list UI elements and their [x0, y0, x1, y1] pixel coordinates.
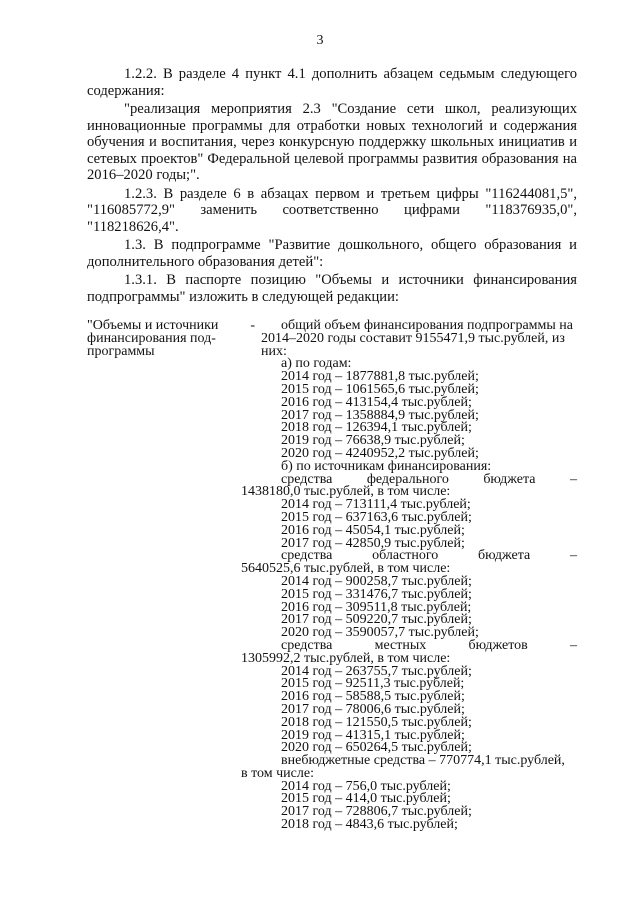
financing-value-cell: [241, 318, 577, 833]
year-line: 2016 год – 309511,8 тыс.рублей;: [281, 599, 472, 615]
year-line: 2017 год – 1358884,9 тыс.рублей;: [281, 407, 479, 423]
paragraph-1-3: 1.3. В подпрограмме "Развитие дошкольного, общего образования и дополнительного образования детей":: [87, 237, 577, 270]
federal-word: федерального: [366, 471, 449, 487]
by-years-list: [261, 371, 577, 461]
paragraph-1-2-2: 1.2.2. В разделе 4 пункт 4.1 дополнить абзацем седьмым следующего содержания:: [87, 66, 577, 99]
year-line: 2018 год – 121550,5 тыс.рублей;: [281, 714, 472, 730]
regional-years-list: [261, 573, 577, 641]
year-line: 2015 год – 1061565,6 тыс.рублей;: [281, 381, 479, 397]
year-line: 2019 год – 41315,1 тыс.рублей;: [281, 727, 465, 743]
by-sources-title: б) по источникам финансирования:: [281, 458, 492, 474]
year-line: 2018 год – 126394,1 тыс.рублей;: [281, 420, 472, 436]
regional-dash: –: [570, 548, 577, 564]
paragraph-1-2-3: 1.2.3. В разделе 6 в абзацах первом и третьем цифры "116244081,5", "116085772,9" заменить соответственно цифрами "118376935,0", "118218626,4".: [87, 185, 577, 235]
year-line: 2017 год – 509220,7 тыс.рублей;: [281, 612, 472, 628]
federal-total: 1438180,0 тыс.рублей, в том числе:: [241, 484, 451, 500]
year-line: 2017 год – 728806,7 тыс.рублей;: [281, 804, 472, 820]
year-line: 2014 год – 1877881,8 тыс.рублей;: [281, 369, 479, 385]
regional-word: областного: [372, 548, 439, 564]
year-line: 2015 год – 414,0 тыс.рублей;: [281, 791, 451, 807]
label-line-1: "Объемы и источники: [87, 318, 219, 333]
local-years-list: [261, 663, 577, 756]
extrabudget-years-list: [261, 778, 577, 833]
year-line: 2020 год – 3590057,7 тыс.рублей;: [281, 625, 479, 641]
local-word: местных: [374, 637, 427, 653]
paragraph-quote: "реализация мероприятия 2.3 "Создание сети школ, реализующих инновационные программы для отработки новых технологий и содержания обучения и воспитания, через конкурсную поддержку школьных инициатив и сетевых проектов" Федеральной целевой программы развития образования на 2016–2020 годы;".: [87, 101, 577, 183]
label-dash: -: [250, 318, 255, 333]
financing-label-cell: [87, 320, 255, 358]
local-total: 1305992,2 тыс.рублей, в том числе:: [241, 650, 451, 666]
year-line: 2015 год – 92511,3 тыс.рублей;: [281, 676, 465, 692]
local-dash: –: [570, 637, 577, 653]
year-line: 2017 год – 42850,9 тыс.рублей;: [281, 535, 465, 551]
local-word: средства: [281, 637, 333, 653]
total-financing-text: общий объем финансирования подпрограммы на 2014–2020 годы составит 9155471,9 тыс.рублей, из них:: [261, 318, 573, 359]
regional-total: 5640525,6 тыс.рублей, в том числе:: [241, 561, 451, 577]
federal-word: средства: [281, 471, 333, 487]
extrabudget-total: внебюджетные средства – 770774,1 тыс.рублей,: [281, 753, 565, 769]
year-line: 2020 год – 650264,5 тыс.рублей;: [281, 740, 472, 756]
year-line: 2016 год – 413154,4 тыс.рублей;: [281, 394, 472, 410]
year-line: 2014 год – 900258,7 тыс.рублей;: [281, 573, 472, 589]
federal-word: бюджета: [483, 471, 536, 487]
by-years-title: а) по годам:: [281, 356, 352, 372]
local-word: бюджетов: [468, 637, 528, 653]
year-line: 2018 год – 4843,6 тыс.рублей;: [281, 817, 458, 833]
page-number: 3: [316, 33, 324, 48]
year-line: 2014 год – 713111,4 тыс.рублей;: [281, 497, 471, 513]
year-line: 2020 год – 4240952,2 тыс.рублей;: [281, 445, 479, 461]
document-body: [87, 66, 577, 307]
paragraph-1-3-1: 1.3.1. В паспорте позицию "Объемы и источники финансирования подпрограммы" изложить в следующей редакции:: [87, 272, 577, 305]
year-line: 2015 год – 637163,6 тыс.рублей;: [281, 509, 472, 525]
year-line: 2016 год – 58588,5 тыс.рублей;: [281, 689, 465, 705]
federal-years-list: [261, 499, 577, 550]
year-line: 2014 год – 263755,7 тыс.рублей;: [281, 663, 472, 679]
year-line: 2016 год – 45054,1 тыс.рублей;: [281, 522, 465, 538]
label-line-2: финансирования под-: [87, 330, 216, 346]
label-line-3: программы: [87, 343, 155, 359]
year-line: 2014 год – 756,0 тыс.рублей;: [281, 778, 451, 794]
regional-word: бюджета: [478, 548, 531, 564]
federal-dash: –: [569, 471, 577, 487]
extrabudget-in-that-number: в том числе:: [241, 765, 314, 781]
year-line: 2019 год – 76638,9 тыс.рублей;: [281, 433, 465, 449]
regional-word: средства: [281, 548, 333, 564]
year-line: 2015 год – 331476,7 тыс.рублей;: [281, 586, 472, 602]
year-line: 2017 год – 78006,6 тыс.рублей;: [281, 701, 465, 717]
